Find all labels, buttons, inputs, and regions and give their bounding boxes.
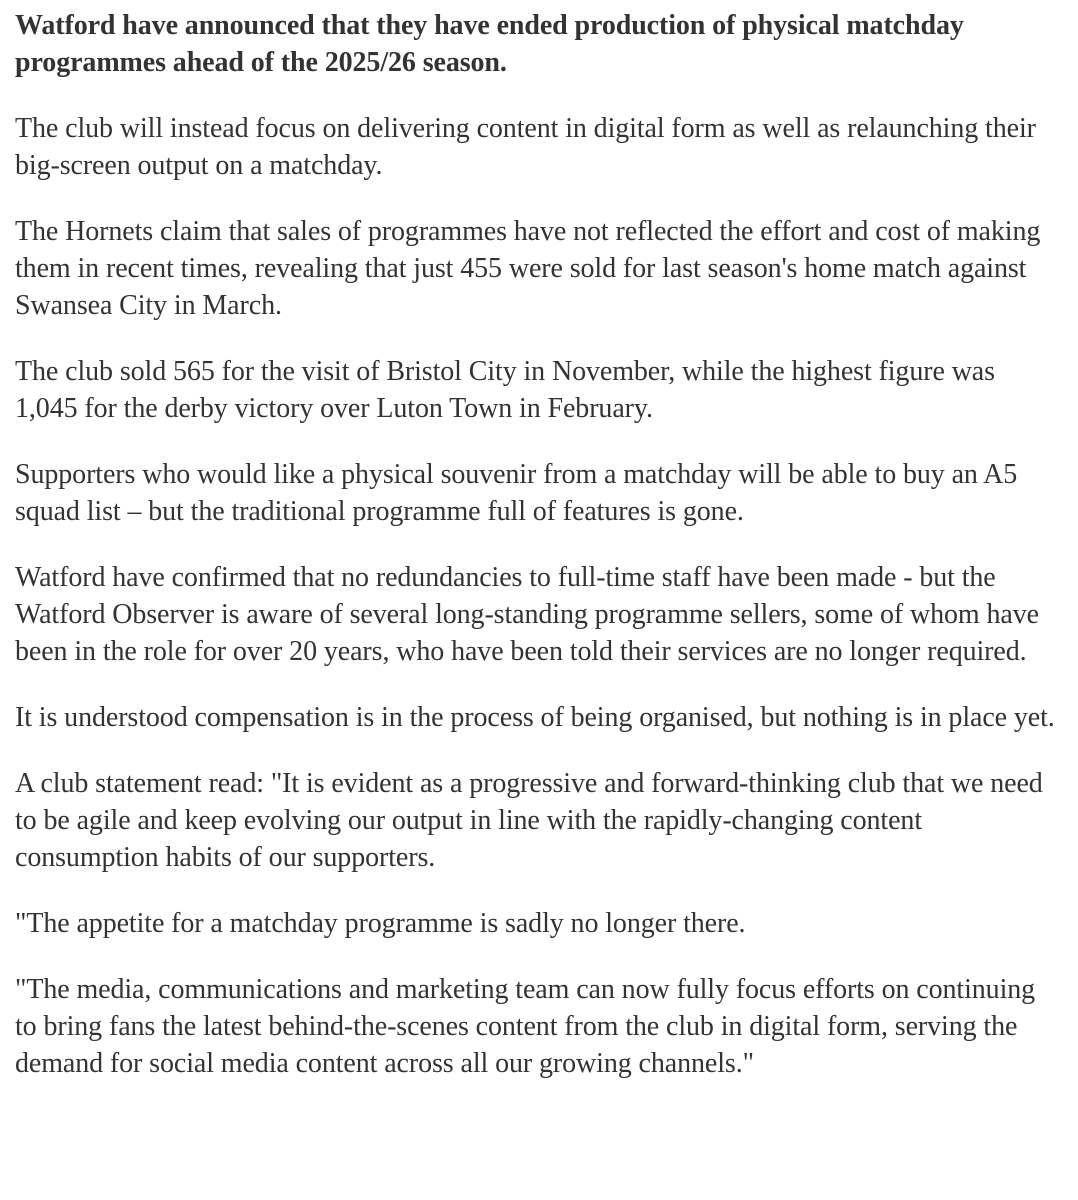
article-paragraph-4: The club sold 565 for the visit of Bristol City in November, while the highest figure was 1,045 for the derby victory over Luton Town in February. bbox=[15, 356, 995, 424]
article-paragraph-3: The Hornets claim that sales of programmes have not reflected the effort and cost of making them in recent times, revealing that just 455 were sold for last season's home match against Swansea City in March. bbox=[15, 216, 1041, 321]
article-paragraph-6: Watford have confirmed that no redundancies to full-time staff have been made - but the Watford Observer is aware of several long-standing programme sellers, some of whom have been in the role for over 20 years, who have been told their services are no longer required. bbox=[15, 562, 1039, 667]
article-paragraph-2: The club will instead focus on delivering content in digital form as well as relaunching their big-screen output on a matchday. bbox=[15, 113, 1036, 181]
lead-paragraph: Watford have announced that they have ended production of physical matchday programmes ahead of the 2025/26 season. bbox=[15, 10, 964, 78]
article-paragraph-10: "The media, communications and marketing team can now fully focus efforts on continuing to bring fans the latest behind-the-scenes content from the club in digital form, serving the demand for social media content across all our growing channels." bbox=[15, 974, 1036, 1079]
article-paragraph-8: A club statement read: "It is evident as a progressive and forward-thinking club that we need to be agile and keep evolving our output in line with the rapidly-changing content consumption habits of our supporters. bbox=[15, 768, 1043, 873]
article-paragraph-5: Supporters who would like a physical souvenir from a matchday will be able to buy an A5 squad list – but the traditional programme full of features is gone. bbox=[15, 459, 1018, 527]
article-paragraph-9: "The appetite for a matchday programme is sadly no longer there. bbox=[15, 908, 746, 939]
article-paragraph-7: It is understood compensation is in the process of being organised, but nothing is in place yet. bbox=[15, 702, 1055, 733]
